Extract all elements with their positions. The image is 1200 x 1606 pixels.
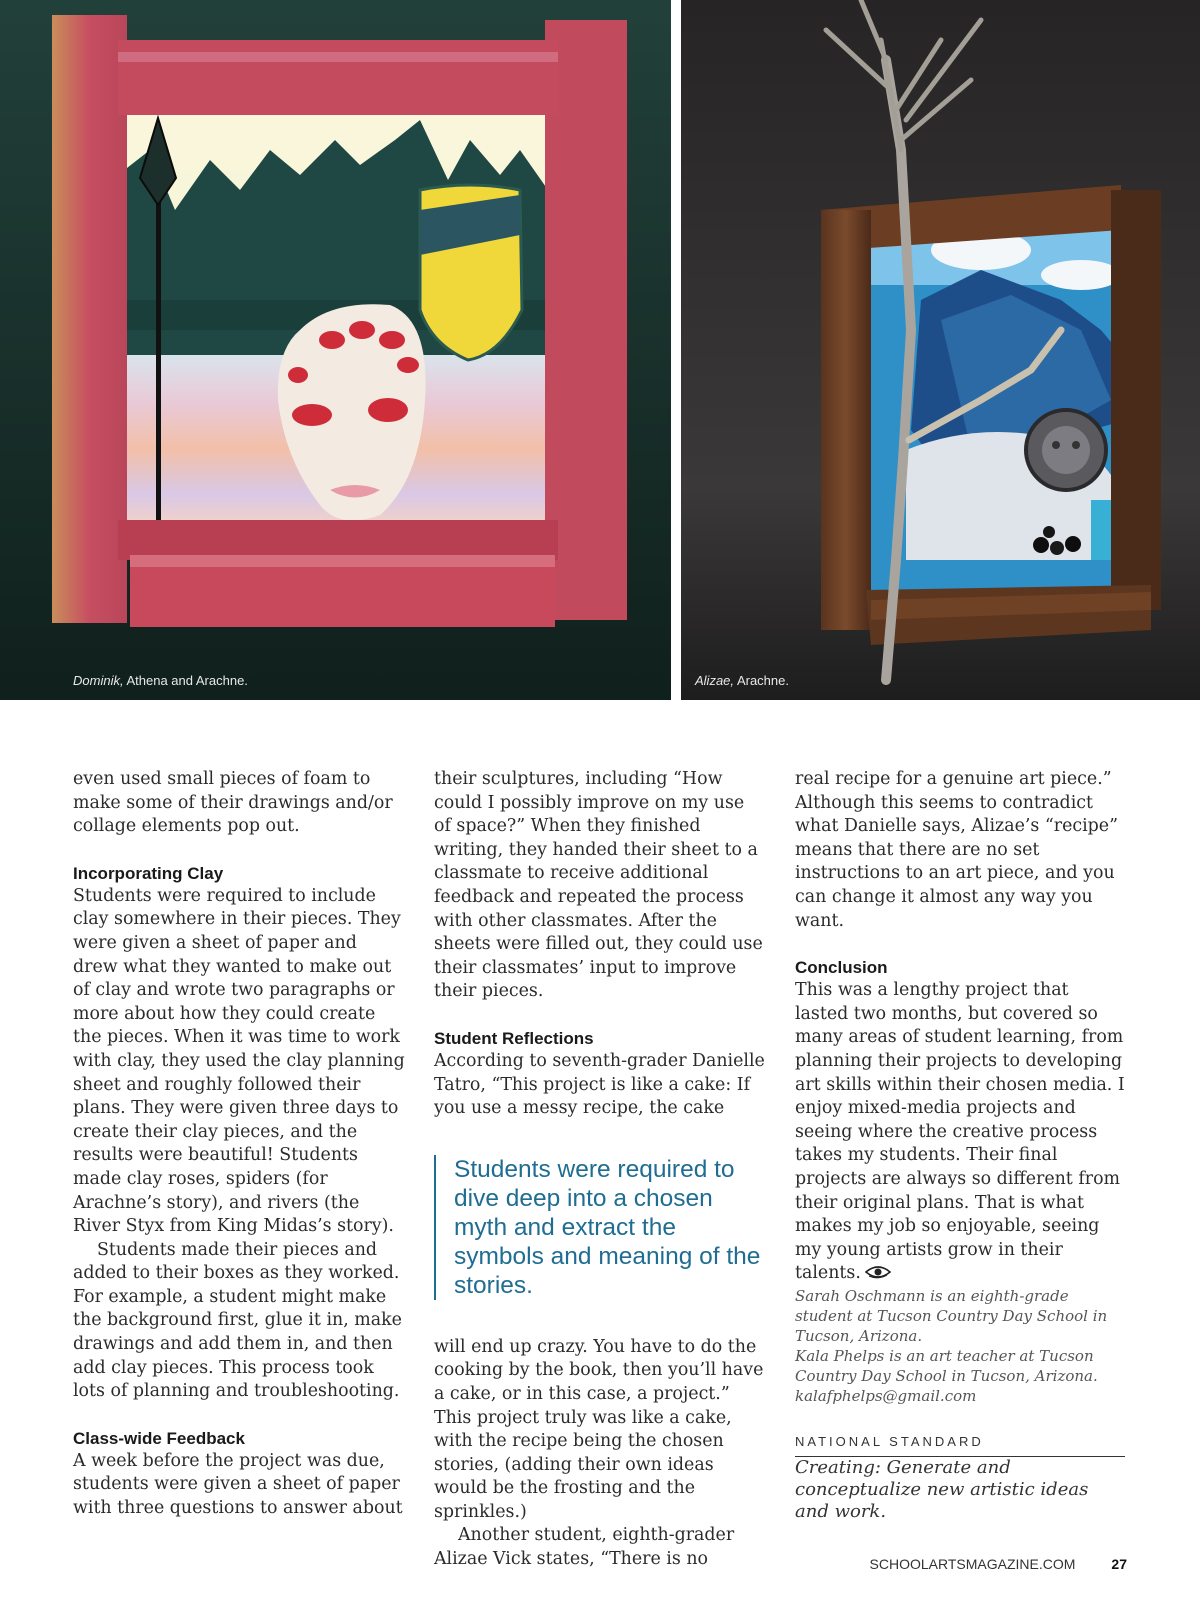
- paragraph-intro: even used small pieces of foam to make some of their drawings and/or collage elements pop out.: [73, 769, 393, 837]
- paragraph-reflection-2: will end up crazy. You have to do the cooking by the book, then you’ll have a cake, or in this case, a project.” This project truly was like a cake, with the recipe being the chosen stories, (adding their own ideas would be the frosting and the sprinkles.): [434, 1336, 764, 1522]
- caption-artwork-title: Arachne.: [736, 673, 789, 688]
- photo-caption-left: [73, 673, 248, 688]
- caption-artist-name: Dominik,: [73, 673, 124, 688]
- paragraph-reflection-continued: real recipe for a genuine art piece.” Although this seems to contradict what Danielle says, Alizae’s “recipe” means that there are no set instructions to an art piece, and you can change it almost any way you want.: [795, 769, 1118, 931]
- heading-conclusion: Conclusion: [795, 958, 888, 978]
- heading-student-reflections: Student Reflections: [434, 1028, 594, 1048]
- shadow-box-alizae-illustration: [681, 0, 1200, 700]
- eye-swirl-icon: [865, 1265, 891, 1279]
- paragraph-reflection-3: Another student, eighth-grader Alizae Vick states, “There is no: [434, 1525, 735, 1570]
- paragraph-feedback-continued: their sculptures, including “How could I possibly improve on my use of space?” When they finished writing, they handed their sheet to a classmate to receive additional feedback and repeated the process with other classmates. After the sheets were filled out, they could use their classmates’ input to improve their pieces.: [434, 769, 763, 1002]
- paragraph-conclusion: [795, 979, 1125, 1286]
- article-column-3: [795, 768, 1125, 1523]
- caption-artist-name: Alizae,: [695, 673, 735, 688]
- photo-arachne: [681, 0, 1200, 700]
- author-bio-sarah: Sarah Oschmann is an eighth-grade student at Tucson Country Day School in Tucson, Arizona.: [795, 1286, 1108, 1345]
- national-standard-label: NATIONAL STANDARD: [795, 1430, 1125, 1458]
- paragraph-clay-1: Students were required to include clay somewhere in their pieces. They were given a sheet of paper and drew what they wanted to make out of clay and wrote two paragraphs or more about how they could create the pieces. When it was time to work with clay, they used the clay planning sheet and roughly followed their plans. They were given three days to create their clay pieces, and the results were beautiful! Students made clay roses, spiders (for Arachne’s story), and rivers (the River Styx from King Midas’s story).: [73, 885, 405, 1237]
- article-column-2: [434, 768, 766, 1572]
- paragraph-clay-2: Students made their pieces and added to their boxes as they worked. For example, a student might make the background first, glue it in, make drawings and add them in, and then add clay pieces. This process took lots of planning and troubleshooting.: [73, 1239, 402, 1402]
- heading-incorporating-clay: Incorporating Clay: [73, 863, 224, 883]
- shadow-box-dominik-illustration: [0, 0, 671, 700]
- caption-artwork-title: Athena and Arachne.: [126, 673, 248, 688]
- page-number: 27: [1111, 1556, 1127, 1572]
- conclusion-text: This was a lengthy project that lasted two months, but covered so many areas of student learning, from planning their projects to developing art skills within their chosen media. I enjoy mixed-media projects and seeing where the creative process takes my students. Their final projects are always so different from their original plans. That is what makes my job so enjoyable, seeing my young artists grow in their talents.: [795, 980, 1125, 1284]
- page-footer: [870, 1556, 1127, 1572]
- national-standard-text: Creating: Generate and conceptualize new artistic ideas and work.: [795, 1457, 1089, 1523]
- author-bio-kala: Kala Phelps is an art teacher at Tucson Country Day School in Tucson, Arizona. kalafphelps@gmail.com: [795, 1346, 1098, 1405]
- paragraph-feedback: A week before the project was due, students were given a sheet of paper with three questions to answer about: [73, 1450, 403, 1519]
- pull-quote: Students were required to dive deep into a chosen myth and extract the symbols and meaning of the stories.: [434, 1155, 766, 1300]
- footer-website: SCHOOLARTSMAGAZINE.COM: [869, 1556, 1076, 1572]
- photo-caption-right: [695, 673, 789, 688]
- photo-athena-arachne: [0, 0, 671, 700]
- paragraph-reflection-1: According to seventh-grader Danielle Tatro, “This project is like a cake: If you use a messy recipe, the cake: [434, 1050, 765, 1119]
- heading-class-wide-feedback: Class-wide Feedback: [73, 1428, 245, 1448]
- article-column-1: [73, 768, 405, 1521]
